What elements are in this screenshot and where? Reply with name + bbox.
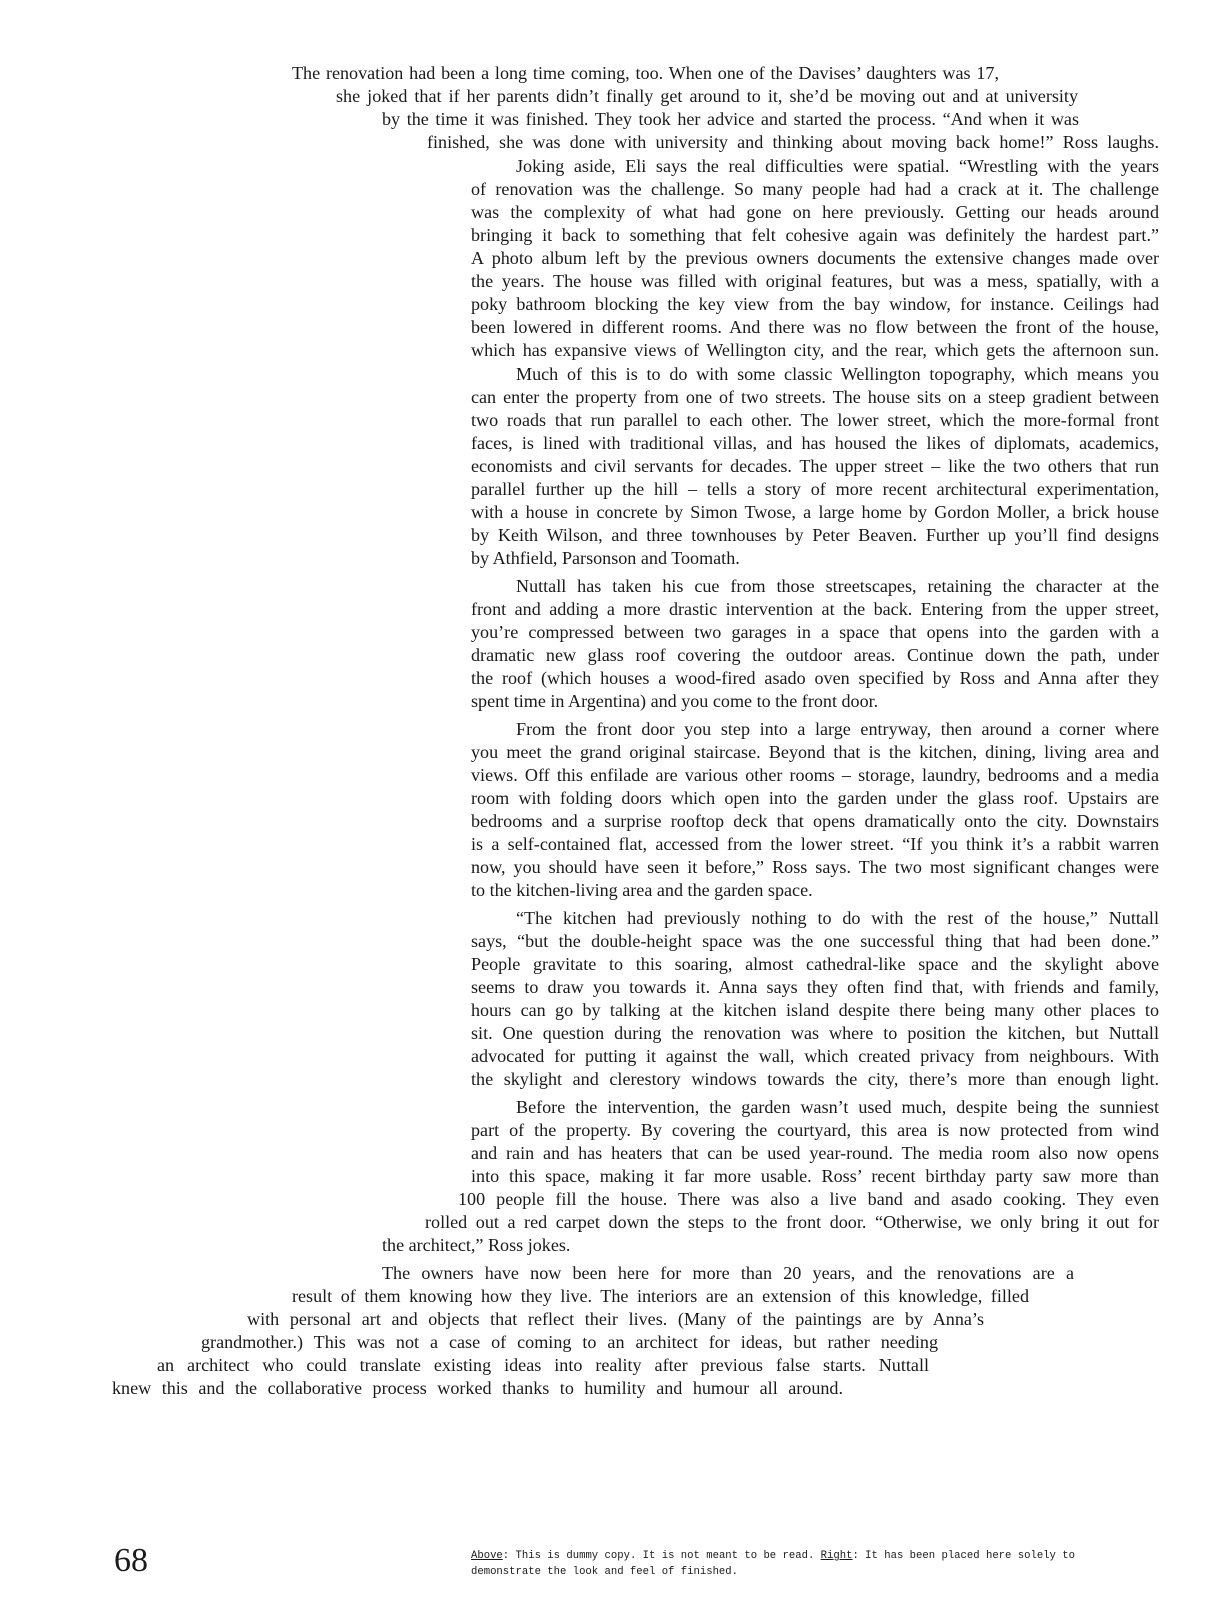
article-line: the skylight and clerestory windows towards the city, there’s more than enough light.	[471, 1069, 1159, 1089]
article-line: 100 people fill the house. There was also a live band and asado cooking. They even	[458, 1189, 1159, 1209]
article-line: the years. The house was filled with original features, but was a mess, spatially, with a	[471, 271, 1159, 291]
article-line: parallel further up the hill – tells a story of more recent architectural experimentation,	[471, 479, 1159, 499]
article-line: room with folding doors which open into the garden under the glass roof. Upstairs are	[471, 788, 1159, 808]
caption-label-right: Right	[820, 1550, 853, 1562]
article-line: spent time in Argentina) and you come to the front door.	[471, 691, 879, 711]
article-line: From the front door you step into a large entryway, then around a corner where	[516, 719, 1159, 739]
article-line: part of the property. By covering the courtyard, this area is now protected from wind	[471, 1120, 1159, 1140]
article-line: sit. One question during the renovation was where to position the kitchen, but Nuttall	[471, 1023, 1159, 1043]
article-line: and rain and has heaters that can be used year-round. The media room also now opens	[471, 1143, 1159, 1163]
article-line: been lowered in different rooms. And there was no flow between the front of the house,	[471, 317, 1159, 337]
article-line: you’re compressed between two garages in a space that opens into the garden with a	[471, 622, 1159, 642]
article-line: rolled out a red carpet down the steps to the front door. “Otherwise, we only bring it out for	[425, 1212, 1159, 1232]
article-line: Much of this is to do with some classic Wellington topography, which means you	[516, 364, 1159, 384]
article-line: dramatic new glass roof covering the outdoor areas. Continue down the path, under	[471, 645, 1159, 665]
article-line: A photo album left by the previous owners documents the extensive changes made over	[471, 248, 1159, 268]
article-line: bedrooms and a surprise rooftop deck that opens dramatically onto the city. Downstairs	[471, 811, 1159, 831]
article-line: with personal art and objects that reflect their lives. (Many of the paintings are by Anna’s	[247, 1309, 984, 1329]
article-line: advocated for putting it against the wall, which created privacy from neighbours. With	[471, 1046, 1159, 1066]
article-line: result of them knowing how they live. The interiors are an extension of this knowledge, filled	[292, 1286, 1029, 1306]
photo-caption	[471, 1548, 1151, 1580]
article-line: The owners have now been here for more than 20 years, and the renovations are a	[382, 1263, 1074, 1283]
article-line: says, “but the double-height space was the one successful thing that had been done.”	[471, 931, 1159, 951]
article-line: bringing it back to something that felt cohesive again was definitely the hardest part.”	[471, 225, 1159, 245]
article-line: grandmother.) This was not a case of coming to an architect for ideas, but rather needing	[201, 1332, 938, 1352]
article-line: economists and civil servants for decades. The upper street – like the two others that run	[471, 456, 1159, 476]
article-line: now, you should have seen it before,” Ross says. The two most significant changes were	[471, 857, 1159, 877]
article-line: an architect who could translate existing ideas into reality after previous false starts. Nuttall	[157, 1355, 929, 1375]
article-line: hours can go by talking at the kitchen island despite there being many other places to	[471, 1000, 1159, 1020]
article-line: “The kitchen had previously nothing to do with the rest of the house,” Nuttall	[516, 908, 1159, 928]
article-line: which has expansive views of Wellington city, and the rear, which gets the afternoon sun.	[471, 340, 1159, 360]
article-line: views. Off this enfilade are various other rooms – storage, laundry, bedrooms and a media	[471, 765, 1159, 785]
article-line: The renovation had been a long time coming, too. When one of the Davises’ daughters was 17,	[292, 63, 999, 83]
article-line: Joking aside, Eli says the real difficulties were spatial. “Wrestling with the years	[516, 156, 1159, 176]
article-line: the architect,” Ross jokes.	[382, 1235, 571, 1255]
article-line: the roof (which houses a wood-fired asado oven specified by Ross and Anna after they	[471, 668, 1159, 688]
article-line: finished, she was done with university and thinking about moving back home!” Ross laughs.	[427, 132, 1159, 152]
article-line: People gravitate to this soaring, almost cathedral-like space and the skylight above	[471, 954, 1159, 974]
article-line: Nuttall has taken his cue from those streetscapes, retaining the character at the	[516, 576, 1159, 596]
article-line: by the time it was finished. They took her advice and started the process. “And when it was	[382, 109, 1079, 129]
article-line: seems to draw you towards it. Anna says they often find that, with friends and family,	[471, 977, 1159, 997]
article-line: two roads that run parallel to each other. The lower street, which the more-formal front	[471, 410, 1159, 430]
article-line: she joked that if her parents didn’t finally get around to it, she’d be moving out and at university	[336, 86, 1078, 106]
caption-text-above: : This is dummy copy. It is not meant to be read.	[502, 1550, 821, 1562]
article-line: to the kitchen-living area and the garden space.	[471, 880, 813, 900]
article-line: with a house in concrete by Simon Twose, a large home by Gordon Moller, a brick house	[471, 502, 1159, 522]
article-line: front and adding a more drastic intervention at the back. Entering from the upper street,	[471, 599, 1159, 619]
article-line: poky bathroom blocking the key view from the bay window, for instance. Ceilings had	[471, 294, 1159, 314]
article-line: of renovation was the challenge. So many people had had a crack at it. The challenge	[471, 179, 1159, 199]
page-number: 68	[114, 1542, 148, 1579]
article-line: you meet the grand original staircase. Beyond that is the kitchen, dining, living area and	[471, 742, 1159, 762]
article-line: was the complexity of what had gone on here previously. Getting our heads around	[471, 202, 1159, 222]
article-line: can enter the property from one of two streets. The house sits on a steep gradient between	[471, 387, 1159, 407]
article-line: faces, is lined with traditional villas, and has housed the likes of diplomats, academics,	[471, 433, 1159, 453]
article-line: Before the intervention, the garden wasn’t used much, despite being the sunniest	[516, 1097, 1159, 1117]
article-line: by Keith Wilson, and three townhouses by Peter Beaven. Further up you’ll find designs	[471, 525, 1159, 545]
article-line: by Athfield, Parsonson and Toomath.	[471, 548, 740, 568]
article-line: knew this and the collaborative process worked thanks to humility and humour all around.	[112, 1378, 843, 1398]
article-line: is a self-contained flat, accessed from the lower street. “If you think it’s a rabbit warren	[471, 834, 1159, 854]
caption-text-right: : It has been placed here solely to demonstrate the look and feel of finished.	[471, 1550, 1075, 1578]
caption-label-above: Above	[471, 1550, 503, 1562]
article-line: into this space, making it far more usable. Ross’ recent birthday party saw more than	[471, 1166, 1159, 1186]
